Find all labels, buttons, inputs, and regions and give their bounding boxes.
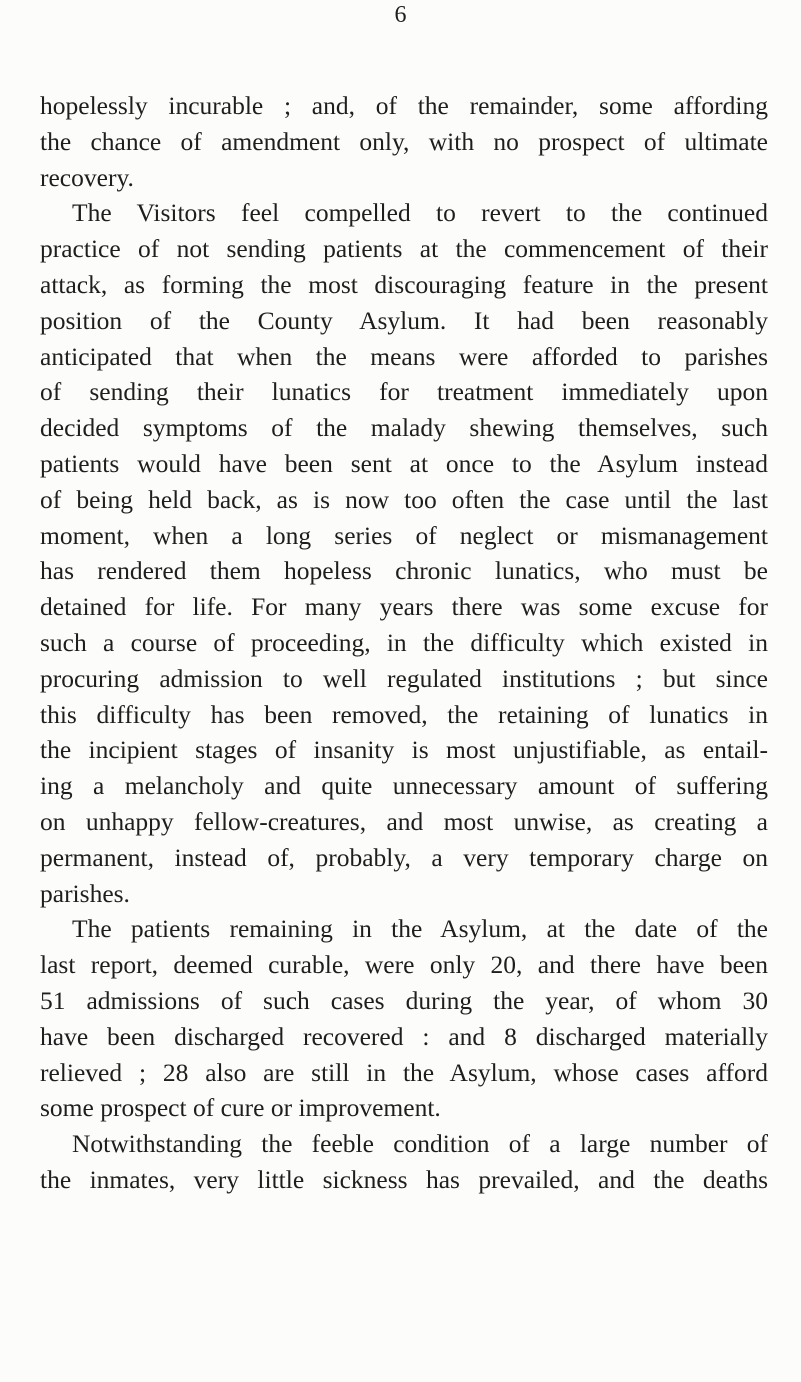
text-line: attack, as forming the most discouraging feature in the present: [40, 269, 768, 299]
text-line: this difficulty has been removed, the retaining of lunatics in: [40, 699, 768, 729]
text-line: such a course of proceeding, in the difficulty which existed in: [40, 627, 768, 657]
text-line: position of the County Asylum. It had been reasonably: [40, 305, 768, 335]
text-line: 51 admissions of such cases during the year, of whom 30: [40, 985, 768, 1015]
text-line: decided symptoms of the malady shewing themselves, such: [40, 413, 768, 443]
text-line: some prospect of cure or improvement.: [40, 1093, 441, 1123]
text-line: of sending their lunatics for treatment immediately upon: [40, 377, 768, 407]
text-line: last report, deemed curable, were only 20, and there have been: [40, 950, 768, 980]
text-line: The patients remaining in the Asylum, at the date of the: [72, 914, 768, 944]
text-line: moment, when a long series of neglect or mismanagement: [40, 520, 768, 550]
text-line: have been discharged recovered : and 8 discharged materially: [40, 1021, 768, 1051]
text-line: hopelessly incurable ; and, of the remainder, some affording: [40, 91, 768, 120]
text-line: recovery.: [40, 162, 134, 192]
page-number: 6: [394, 2, 407, 28]
text-line: parishes.: [40, 878, 130, 908]
text-line: anticipated that when the means were afforded to parishes: [40, 341, 768, 371]
text-line: the inmates, very little sickness has prevailed, and the deaths: [40, 1164, 768, 1194]
text-line: has rendered them hopeless chronic lunatics, who must be: [40, 556, 768, 586]
text-line: relieved ; 28 also are still in the Asylum, whose cases afford: [40, 1057, 768, 1087]
text-line: Notwithstanding the feeble condition of a large number of: [72, 1129, 768, 1159]
text-line: the incipient stages of insanity is most unjustifiable, as entail-: [40, 735, 768, 765]
text-line: on unhappy fellow-creatures, and most unwise, as creating a: [40, 806, 768, 836]
text-line: of being held back, as is now too often the case until the last: [40, 484, 768, 514]
text-line: patients would have been sent at once to the Asylum instead: [40, 448, 768, 478]
text-line: permanent, instead of, probably, a very temporary charge on: [40, 842, 768, 872]
text-line: practice of not sending patients at the commencement of their: [40, 234, 768, 264]
text-line: The Visitors feel compelled to revert to the continued: [72, 198, 768, 228]
text-line: ing a melancholy and quite unnecessary amount of suffering: [40, 771, 768, 801]
text-line: detained for life. For many years there was some excuse for: [40, 592, 768, 622]
body-text: [40, 88, 768, 1198]
text-line: procuring admission to well regulated institutions ; but since: [40, 663, 768, 693]
text-line: the chance of amendment only, with no prospect of ultimate: [40, 126, 768, 156]
